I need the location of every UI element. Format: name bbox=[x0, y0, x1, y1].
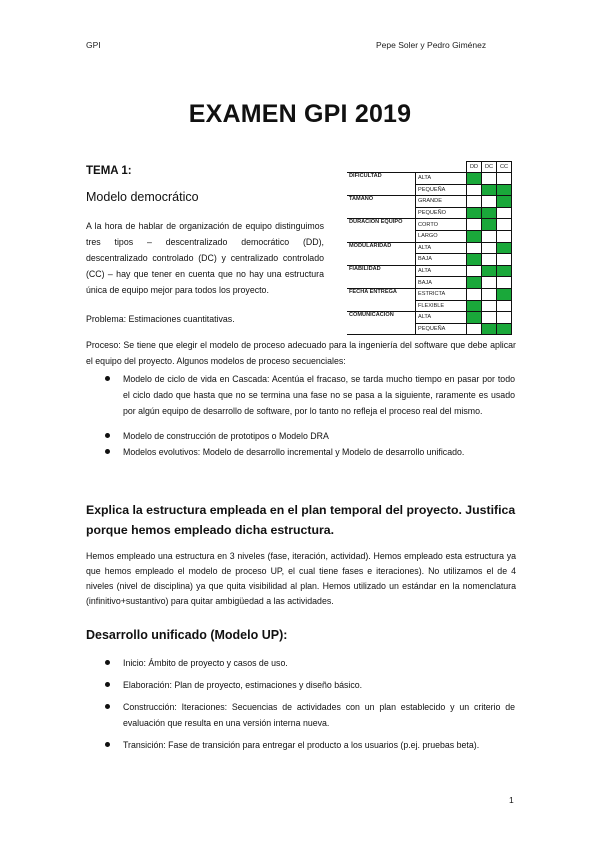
list-item bbox=[105, 677, 515, 693]
filled-cell bbox=[467, 254, 482, 266]
empty-cell bbox=[482, 173, 497, 185]
list-item-text: Construcción: Iteraciones: Secuencias de actividades con un plan establecido y un criterio de evaluación que resulta en una versión interna nueva. bbox=[123, 702, 515, 728]
empty-cell bbox=[497, 219, 512, 231]
attribute-label: DURACION EQUIPO bbox=[347, 219, 416, 242]
table-row bbox=[347, 265, 512, 277]
attribute-value: ALTA bbox=[416, 312, 467, 324]
column-header: DD bbox=[467, 162, 482, 173]
list-item bbox=[105, 371, 515, 419]
filled-cell bbox=[467, 230, 482, 242]
attribute-label: FIABILIDAD bbox=[347, 265, 416, 288]
proceso-paragraph: Proceso: Se tiene que elegir el modelo de proceso adecuado para la ingeniería del software que debe aplicar el equipo del proyecto. Algunos modelos de proceso secuenciales: bbox=[86, 340, 516, 366]
bullet-icon bbox=[105, 704, 110, 709]
table-row bbox=[347, 242, 512, 254]
problema-line: Problema: Estimaciones cuantitativas. bbox=[86, 314, 235, 324]
empty-cell bbox=[482, 254, 497, 266]
attribute-value: LARGO bbox=[416, 230, 467, 242]
modelo-democratico-heading: Modelo democrático bbox=[86, 190, 199, 204]
desarrollo-unificado-heading: Desarrollo unificado (Modelo UP): bbox=[86, 628, 288, 642]
filled-cell bbox=[467, 277, 482, 289]
empty-cell bbox=[482, 277, 497, 289]
attribute-value: GRANDE bbox=[416, 196, 467, 208]
attribute-value: PEQUEÑO bbox=[416, 207, 467, 219]
bullet-icon bbox=[105, 449, 110, 454]
list-item-text: Modelo de construcción de prototipos o Modelo DRA bbox=[123, 431, 329, 441]
empty-cell bbox=[497, 173, 512, 185]
filled-cell bbox=[467, 207, 482, 219]
question-heading: Explica la estructura empleada en el plan temporal del proyecto. Justifica porque hemos empleado dicha estructura. bbox=[86, 503, 516, 537]
attribute-value: ALTA bbox=[416, 265, 467, 277]
empty-cell bbox=[467, 242, 482, 254]
attribute-value: ESTRICTA bbox=[416, 288, 467, 300]
list-item-text: Elaboración: Plan de proyecto, estimaciones y diseño básico. bbox=[123, 680, 363, 690]
list-item bbox=[105, 428, 515, 444]
empty-cell bbox=[467, 184, 482, 196]
empty-cell bbox=[482, 312, 497, 324]
column-header: DC bbox=[482, 162, 497, 173]
list-item-text: Modelos evolutivos: Modelo de desarrollo incremental y Modelo de desarrollo unificado. bbox=[123, 447, 465, 457]
attribute-value: PEQUEÑA bbox=[416, 184, 467, 196]
filled-cell bbox=[497, 184, 512, 196]
filled-cell bbox=[497, 242, 512, 254]
document-title: EXAMEN GPI 2019 bbox=[188, 100, 412, 128]
estructura-paragraph: Hemos empleado una estructura en 3 niveles (fase, iteración, actividad). Hemos empleado esta estructura ya que hemos empleado el modelo de proceso UP, el cual tiene fases e iteraciones). No utilizamos el de 4 niveles (nivel de disciplina) ya que quita visibilidad al plan. Hemos utilizado un estándar en la nomenclatura (infinitivo+sustantivo) para quitar ambigüedad a las actividades. bbox=[86, 551, 516, 606]
attribute-value: BAJA bbox=[416, 254, 467, 266]
attribute-value: ALTA bbox=[416, 173, 467, 185]
attribute-label: TAMAÑO bbox=[347, 196, 416, 219]
bullet-icon bbox=[105, 376, 110, 381]
empty-cell bbox=[467, 219, 482, 231]
attribute-label: FECHA ENTREGA bbox=[347, 288, 416, 311]
empty-cell bbox=[467, 288, 482, 300]
empty-cell bbox=[467, 323, 482, 335]
filled-cell bbox=[497, 323, 512, 335]
tema-heading: TEMA 1: bbox=[86, 165, 132, 177]
table-row bbox=[347, 173, 512, 185]
attribute-value: PEQUEÑA bbox=[416, 323, 467, 335]
empty-cell bbox=[482, 300, 497, 312]
filled-cell bbox=[497, 265, 512, 277]
list-item bbox=[105, 737, 515, 753]
filled-cell bbox=[482, 207, 497, 219]
attribute-label: MODULARIDAD bbox=[347, 242, 416, 265]
list-item bbox=[105, 655, 515, 671]
empty-cell bbox=[482, 230, 497, 242]
filled-cell bbox=[467, 173, 482, 185]
column-header: CC bbox=[497, 162, 512, 173]
attribute-label: DIFICULTAD bbox=[347, 173, 416, 196]
attribute-value: CORTO bbox=[416, 219, 467, 231]
empty-cell bbox=[482, 196, 497, 208]
intro-paragraph: A la hora de hablar de organización de equipo distinguimos tres tipos – descentralizado democrático (DD), descentralizado controlado (DC) y centralizado controlado (CC) – hay que tener en cuenta que no hay una estructura única de equipo mejor para todos los proyecto. bbox=[86, 221, 324, 295]
table-row bbox=[347, 219, 512, 231]
bullet-icon bbox=[105, 682, 110, 687]
page-number: 1 bbox=[509, 795, 514, 805]
filled-cell bbox=[467, 312, 482, 324]
list-item-text: Inicio: Ámbito de proyecto y casos de uso. bbox=[123, 658, 288, 668]
filled-cell bbox=[482, 323, 497, 335]
filled-cell bbox=[482, 219, 497, 231]
empty-cell bbox=[497, 207, 512, 219]
table-row bbox=[347, 312, 512, 324]
filled-cell bbox=[497, 196, 512, 208]
attribute-value: FLEXIBLE bbox=[416, 300, 467, 312]
attribute-value: BAJA bbox=[416, 277, 467, 289]
table-row bbox=[347, 288, 512, 300]
table-row bbox=[347, 196, 512, 208]
filled-cell bbox=[467, 300, 482, 312]
empty-cell bbox=[497, 277, 512, 289]
bullet-icon bbox=[105, 660, 110, 665]
attribute-label: COMUNICACIÓN bbox=[347, 312, 416, 335]
empty-cell bbox=[482, 288, 497, 300]
attribute-value: ALTA bbox=[416, 242, 467, 254]
list-item-text: Transición: Fase de transición para entregar el producto a los usuarios (p.ej. pruebas beta). bbox=[123, 740, 480, 750]
empty-cell bbox=[497, 254, 512, 266]
filled-cell bbox=[482, 265, 497, 277]
header-left: GPI bbox=[86, 40, 101, 50]
empty-cell bbox=[467, 196, 482, 208]
empty-cell bbox=[467, 265, 482, 277]
empty-cell bbox=[497, 230, 512, 242]
list-item bbox=[105, 699, 515, 731]
list-item-text: Modelo de ciclo de vida en Cascada: Acentúa el fracaso, se tarda mucho tiempo en pasar por todo el ciclo dado que hasta que no se termina una fase no se pasa a la siguiente, raramente es usado por algún equipo de desarrollo de software, por lo tanto no refleja el proceso real del mismo. bbox=[123, 374, 515, 416]
list-item bbox=[105, 444, 515, 460]
filled-cell bbox=[482, 184, 497, 196]
empty-cell bbox=[497, 300, 512, 312]
empty-cell bbox=[497, 312, 512, 324]
bullet-icon bbox=[105, 742, 110, 747]
team-organization-table bbox=[347, 161, 512, 335]
filled-cell bbox=[497, 288, 512, 300]
bullet-icon bbox=[105, 433, 110, 438]
empty-cell bbox=[482, 242, 497, 254]
header-right: Pepe Soler y Pedro Giménez bbox=[376, 40, 487, 50]
